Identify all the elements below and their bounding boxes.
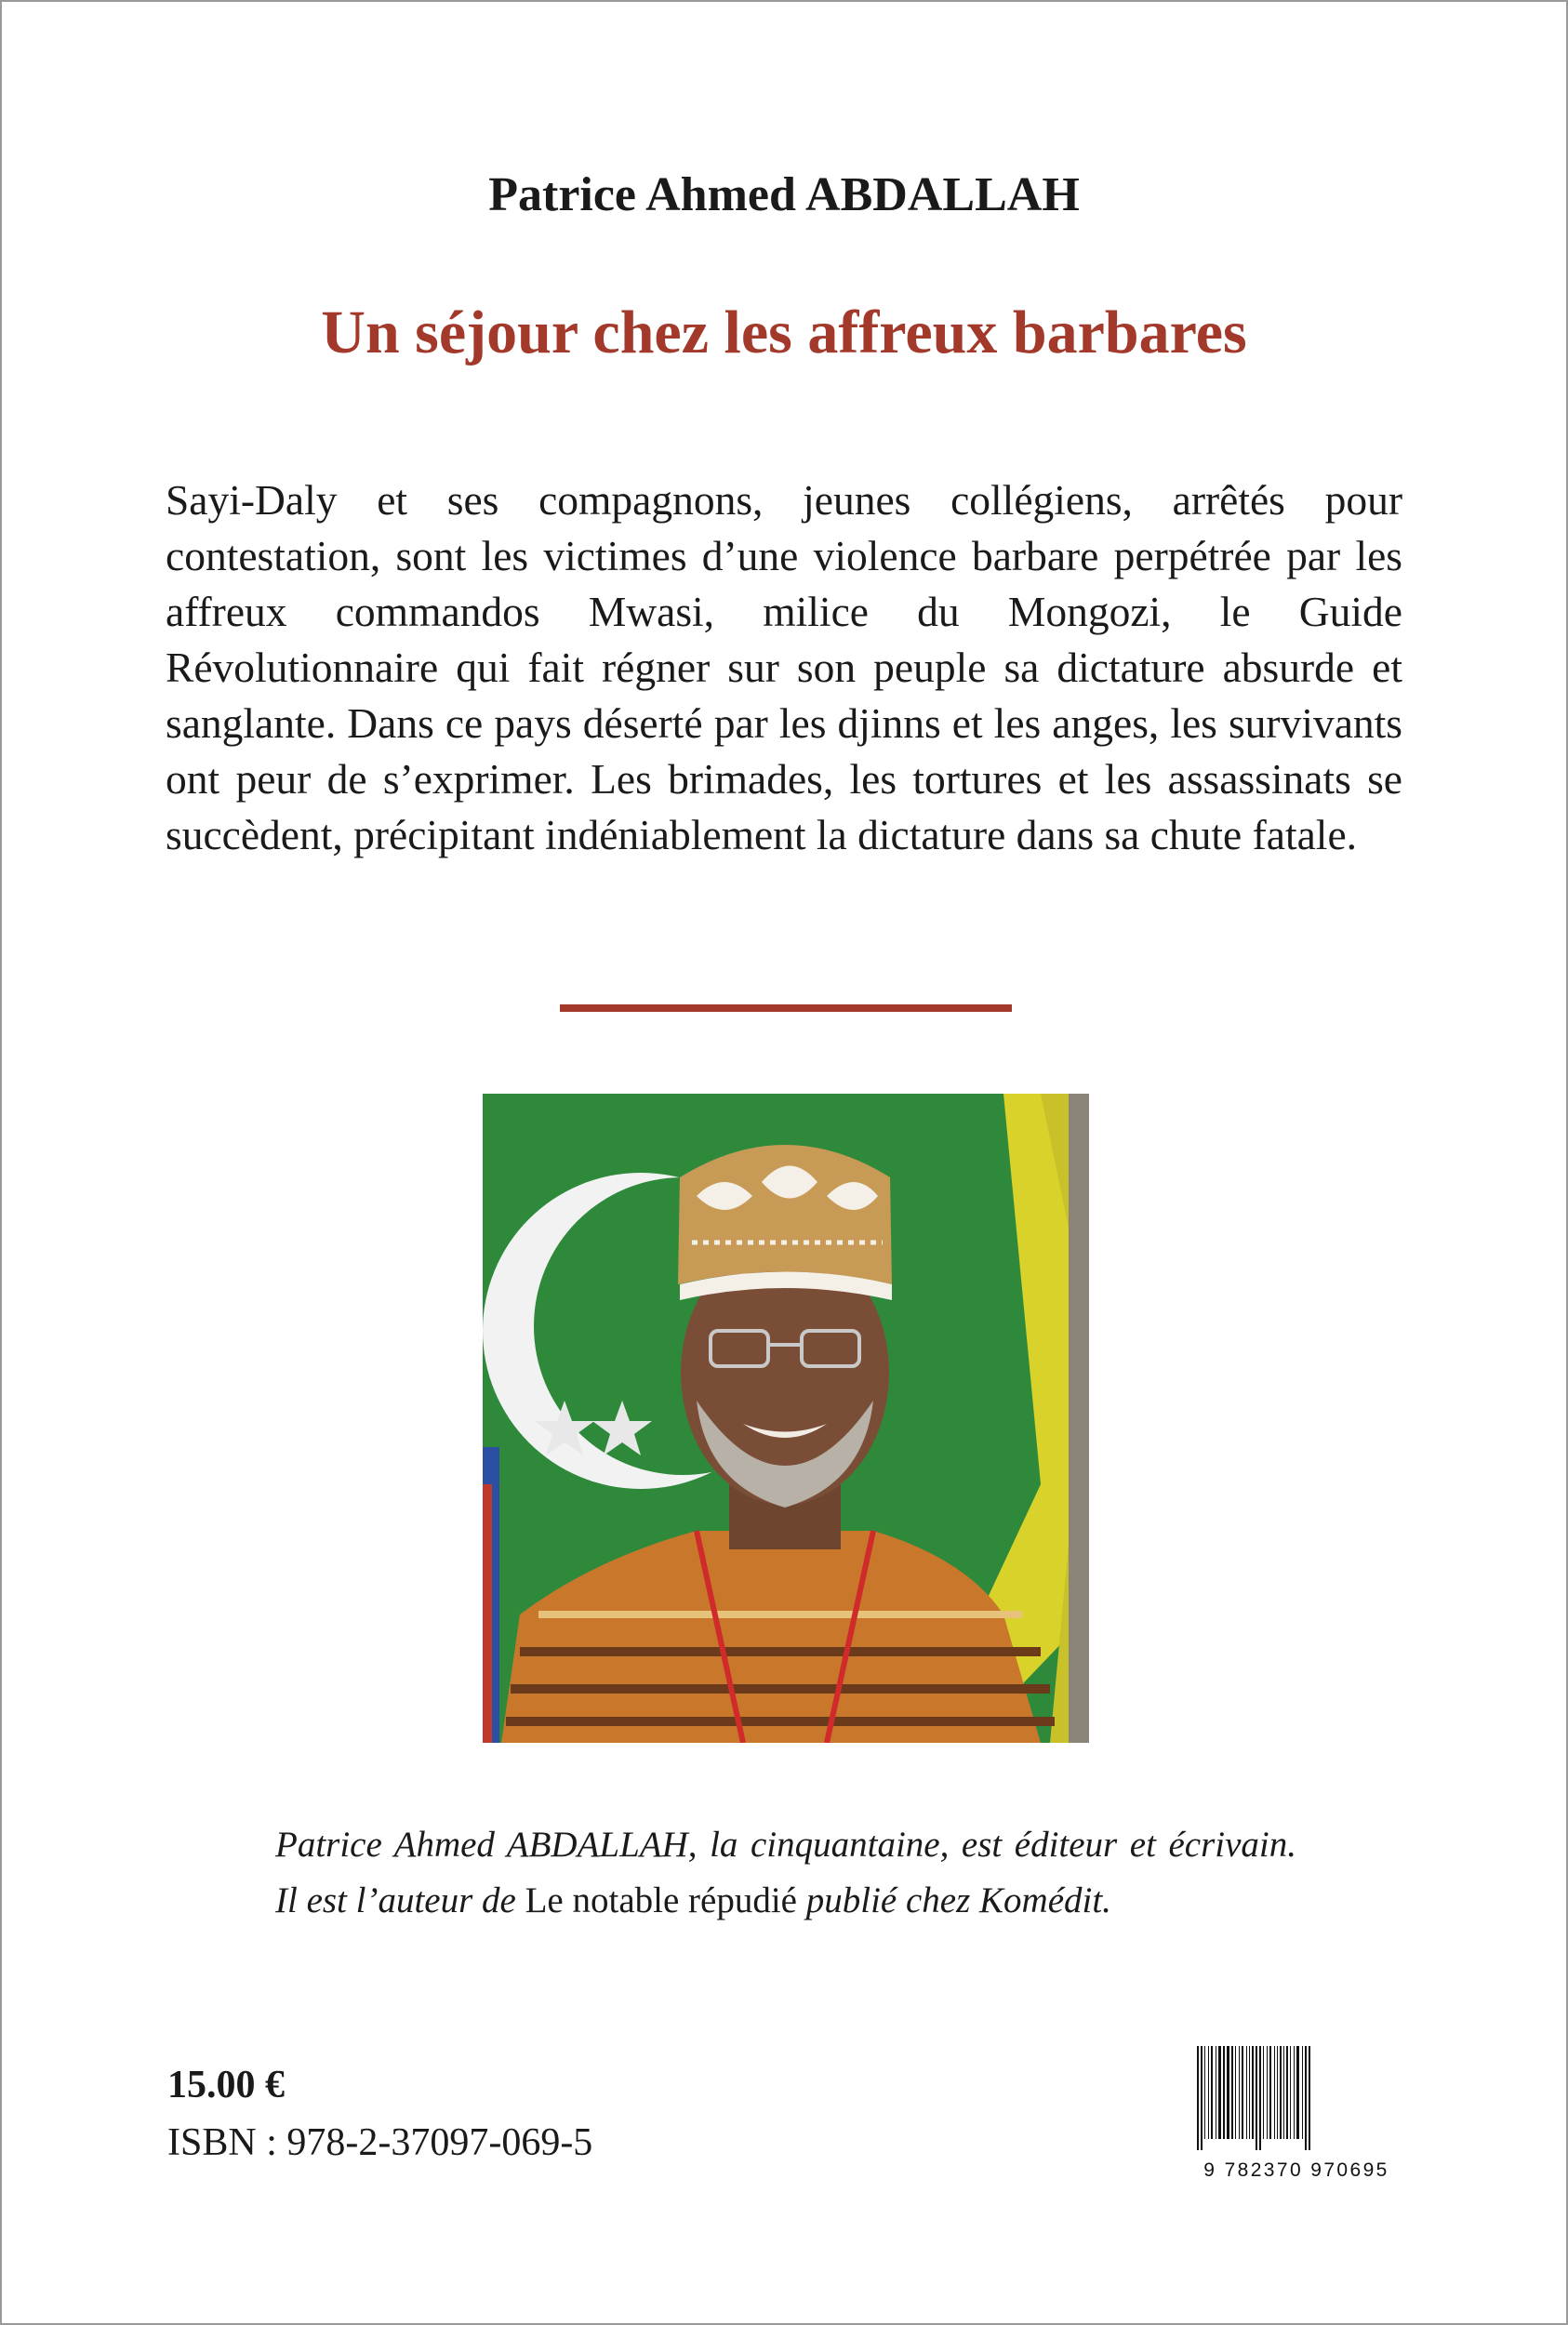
barcode-bar xyxy=(1218,2046,1221,2139)
barcode-bar xyxy=(1235,2046,1236,2139)
barcode-bar xyxy=(1269,2046,1271,2139)
barcode-bar xyxy=(1274,2046,1275,2139)
barcode-digits: 9 782370 970695 xyxy=(1203,2159,1389,2181)
barcode-bar xyxy=(1263,2046,1264,2139)
author-bio xyxy=(275,1817,1296,1929)
barcode-bar xyxy=(1294,2046,1295,2139)
barcode-bar xyxy=(1252,2046,1254,2139)
barcode-bar xyxy=(1242,2046,1243,2139)
barcode-bar xyxy=(1204,2046,1205,2139)
barcode-bar xyxy=(1208,2046,1209,2139)
barcode-bar xyxy=(1309,2046,1310,2150)
barcode-bar xyxy=(1267,2046,1268,2139)
back-cover-blurb: Sayi-Daly et ses compagnons, jeunes collégiens, arrêtés pour contestation, sont les victimes d’une violence barbare perpétrée par les affreux commandos Mwasi, milice du Mongozi, le Guide Révolutionnaire qui fait régner sur son peuple sa dictature absurde et sanglante. Dans ce pays déserté par les djinns et les anges, les survivants ont peur de s’exprimer. Les brimades, les tortures et les assassinats se succèdent, précipitant indéniablement la dictature dans sa chute fatale. xyxy=(166,476,1402,858)
barcode-bar xyxy=(1302,2046,1303,2139)
barcode-bar xyxy=(1290,2046,1291,2139)
previous-book-title: Le notable répudié xyxy=(525,1880,797,1920)
barcode-bar xyxy=(1259,2046,1261,2150)
book-title: Un séjour chez les affreux barbares xyxy=(321,299,1247,366)
barcode-bar xyxy=(1239,2046,1240,2139)
isbn-number: ISBN : 978-2-37097-069-5 xyxy=(167,2121,593,2164)
barcode-bar xyxy=(1231,2046,1233,2139)
barcode-bar xyxy=(1286,2046,1288,2139)
barcode-bar xyxy=(1201,2046,1203,2150)
price: 15.00 € xyxy=(167,2064,285,2106)
barcode-bar xyxy=(1277,2046,1278,2139)
barcode-bar xyxy=(1280,2046,1282,2139)
barcode-bar xyxy=(1296,2046,1299,2139)
barcode-bar xyxy=(1211,2046,1213,2139)
barcode-bar xyxy=(1305,2046,1307,2150)
barcode-bar xyxy=(1283,2046,1284,2139)
barcode-bars xyxy=(1184,2046,1409,2156)
decorative-divider xyxy=(560,1004,1012,1012)
isbn-barcode xyxy=(1184,2046,1409,2182)
barcode-bar xyxy=(1256,2046,1257,2150)
barcode-bar xyxy=(1249,2046,1250,2139)
author-portrait-photo xyxy=(483,1094,1089,1743)
author-bio-intro: Patrice Ahmed ABDALLAH, la cinquantaine, est éditeur et écrivain. Il est l’auteur de xyxy=(275,1825,1296,1920)
barcode-bar xyxy=(1227,2046,1229,2139)
barcode-bar xyxy=(1223,2046,1225,2139)
barcode-bar xyxy=(1246,2046,1247,2139)
author-name: Patrice Ahmed ABDALLAH xyxy=(488,168,1080,221)
barcode-bar xyxy=(1197,2046,1199,2150)
author-bio-outro: publié chez Komédit. xyxy=(796,1880,1111,1920)
